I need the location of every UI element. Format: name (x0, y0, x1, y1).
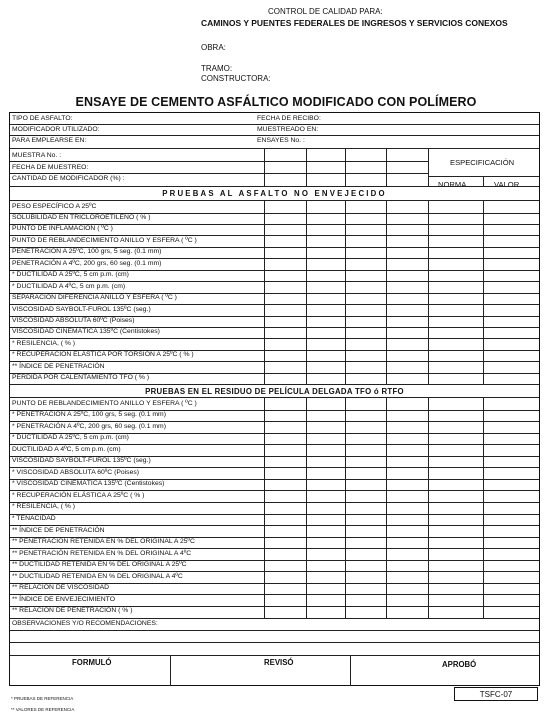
muestreado-en-label: MUESTREADO EN: (257, 126, 319, 133)
test-row-label: * RECUPERACIÓN ELÁSTICA A 25ºC ( % ) (12, 491, 145, 499)
column-divider (483, 176, 484, 186)
test-row-label: PUNTO DE REBLANDECIMIENTO ANILLO Y ESFERA ( ºC ) (12, 399, 197, 407)
norma-header: NORMA (438, 180, 467, 189)
test-row-label: ** RELACIÓN DE PENETRACIÓN ( % ) (12, 607, 133, 615)
test-row-label: ** PENETRACIÓN RETENIDA EN % DEL ORIGINAL A 4ºC (12, 549, 192, 557)
test-row-label: PÉRDIDA POR CALENTAMIENTO TFO ( % ) (12, 374, 150, 382)
test-row-label: PESO ESPECÍFICO A 25ºC (12, 202, 97, 210)
row-divider (10, 281, 539, 282)
test-row-label: VISCOSIDAD ABSOLUTA 60ºC (Poises) (12, 317, 135, 324)
divider (10, 655, 539, 656)
fecha-recibo-label: FECHA DE RECIBO: (257, 115, 321, 122)
valor-header: VALOR (494, 180, 520, 189)
test-row-label: * VISCOSIDAD ABSOLUTA 60ºC (Poises) (12, 468, 140, 476)
test-row-label: * RESILENCIA, ( % ) (12, 339, 76, 347)
test-row-label: * DUCTILIDAD A 4ºC, 5 cm p.m. (cm) (12, 282, 126, 290)
test-row-label: * PENETRACIÓN A 25ºC, 100 grs, 5 seg. (0.1 mm) (12, 411, 166, 419)
column-divider (428, 149, 429, 186)
column-divider (264, 149, 265, 186)
observaciones-label: OBSERVACIONES Y/O RECOMENDACIONES: (12, 620, 158, 627)
test-row-label: PENETRACIÓN A 4ºC, 200 grs, 60 seg. (0.1 mm) (12, 259, 162, 267)
test-row-label: ** ÍNDICE DE PENETRACIÓN (12, 526, 105, 534)
test-form (9, 112, 540, 686)
para-emplearse-label: PARA EMPLEARSE EN: (12, 137, 87, 144)
test-row-label: VISCOSIDAD SAYBOLT-FUROL 135ºC (seg.) (12, 457, 151, 465)
test-row-label: ** PENETRACIÓN RETENIDA EN % DEL ORIGINAL A 25ºC (12, 538, 195, 546)
section-1-title: PRUEBAS AL ASFALTO NO ENVEJECIDO (162, 189, 387, 198)
form-code: TSFC-07 (454, 687, 538, 701)
divider (10, 148, 539, 149)
pruebas-note: * PRUEBAS DE REFERENCIA (11, 696, 74, 701)
column-divider (306, 397, 307, 618)
test-row-label: VISCOSIDAD SAYBOLT-FUROL 135ºC (seg.) (12, 305, 151, 313)
cantidad-modificador-label: CANTIDAD DE MODIFICADOR (%) : (12, 175, 125, 182)
page-title: ENSAYE DE CEMENTO ASFÁLTICO MODIFICADO CON POLÍMERO (75, 95, 477, 109)
row-divider (10, 421, 539, 422)
divider (10, 642, 539, 643)
test-row-label: * DUCTILIDAD A 25ºC, 5 cm p.m. (cm) (12, 434, 129, 442)
column-divider (264, 397, 265, 618)
divider (10, 630, 539, 631)
test-row-label: DUCTILIDAD A 4ºC, 5 cm p.m. (cm) (12, 445, 121, 453)
test-row-label: VISCOSIDAD CINEMÁTICA 135ºC (Centistokes) (12, 328, 160, 336)
column-divider (345, 149, 346, 186)
modificador-label: MODIFICADOR UTILIZADO: (12, 126, 100, 133)
row-divider (10, 304, 539, 305)
test-row-label: SOLUBILIDAD EN TRICLOROETILENO ( % ) (12, 214, 151, 221)
column-divider (428, 397, 429, 618)
aprobo-label: APROBÓ (442, 660, 477, 669)
test-row-label: * PENETRACIÓN A 4ºC, 200 grs, 60 seg. (0.1 mm) (12, 422, 166, 430)
valores-note: ** VALORES DE REFERENCIA (11, 707, 75, 712)
column-divider (386, 149, 387, 186)
column-divider (386, 397, 387, 618)
reviso-label: REVISÓ (264, 658, 294, 667)
test-row-label: ** ÍNDICE DE ENVEJECIMIENTO (12, 595, 115, 603)
control-label: CONTROL DE CALIDAD PARA: (268, 7, 383, 16)
test-row-label: * VISCOSIDAD CINEMÁTICA 135ºC (Centistokes) (12, 480, 165, 488)
row-divider (10, 514, 539, 515)
test-row-label: PUNTO DE INFLAMACIÓN ( ºC ) (12, 225, 113, 233)
divider (10, 186, 539, 187)
fecha-muestreo-label: FECHA DE MUESTREO: (12, 164, 89, 171)
divider (10, 161, 428, 162)
test-row-label: * DUCTILIDAD A 25ºC, 5 cm p.m. (cm) (12, 271, 129, 279)
organization-name: CAMINOS Y PUENTES FEDERALES DE INGRESOS Y SERVICIOS CONEXOS (201, 18, 508, 28)
section-2-title: PRUEBAS EN EL RESIDUO DE PELÍCULA DELGADA TFO ó RTFO (145, 387, 404, 396)
tramo-label: TRAMO: (201, 64, 233, 73)
test-row-label: ** DUCTILIDAD RETENIDA EN % DEL ORIGINAL A 4ºC (12, 572, 183, 580)
divider (10, 384, 539, 385)
test-row-label: PENETRACIÓN A 25ºC, 100 grs, 5 seg. (0.1 mm) (12, 248, 162, 256)
divider (350, 655, 351, 686)
column-divider (345, 397, 346, 618)
test-row-label: * RESILENCIA, ( % ) (12, 503, 76, 511)
column-divider (306, 149, 307, 186)
column-divider (483, 397, 484, 618)
muestra-no-label: MUESTRA No. : (12, 152, 62, 159)
divider (170, 655, 171, 686)
row-divider (10, 502, 539, 503)
obra-label: OBRA: (201, 43, 226, 52)
row-divider (10, 338, 539, 339)
test-row-label: * TENACIDAD (12, 515, 56, 522)
test-row-label: * RECUPERACIÓN ELÁSTICA POR TORSIÓN A 25ºC ( % ) (12, 351, 194, 359)
formulo-label: FORMULÓ (72, 658, 112, 667)
divider (10, 200, 539, 201)
divider (10, 135, 539, 136)
constructora-label: CONSTRUCTORA: (201, 74, 271, 83)
test-row-label: ** RELACIÓN DE VISCOSIDAD (12, 584, 110, 592)
test-row-label: ** ÍNDICE DE PENETRACIÓN (12, 362, 105, 370)
tipo-asfalto-label: TIPO DE ASFALTO: (12, 115, 73, 122)
divider (10, 173, 428, 174)
test-row-label: ** DUCTILIDAD RETENIDA EN % DEL ORIGINAL A 25ºC (12, 561, 187, 569)
ensayes-no-label: ENSAYES No. : (257, 137, 305, 144)
test-row-label: PUNTO DE REBLANDECIMIENTO ANILLO Y ESFERA ( ºC ) (12, 236, 197, 244)
especificacion-header: ESPECIFICACIÓN (450, 158, 515, 167)
test-row-label: SEPARACIÓN DIFERENCIA ANILLO Y ESFERA ( ºC ) (12, 294, 177, 302)
divider (10, 618, 539, 619)
divider (10, 397, 539, 398)
divider (10, 124, 539, 125)
row-divider (10, 525, 539, 526)
